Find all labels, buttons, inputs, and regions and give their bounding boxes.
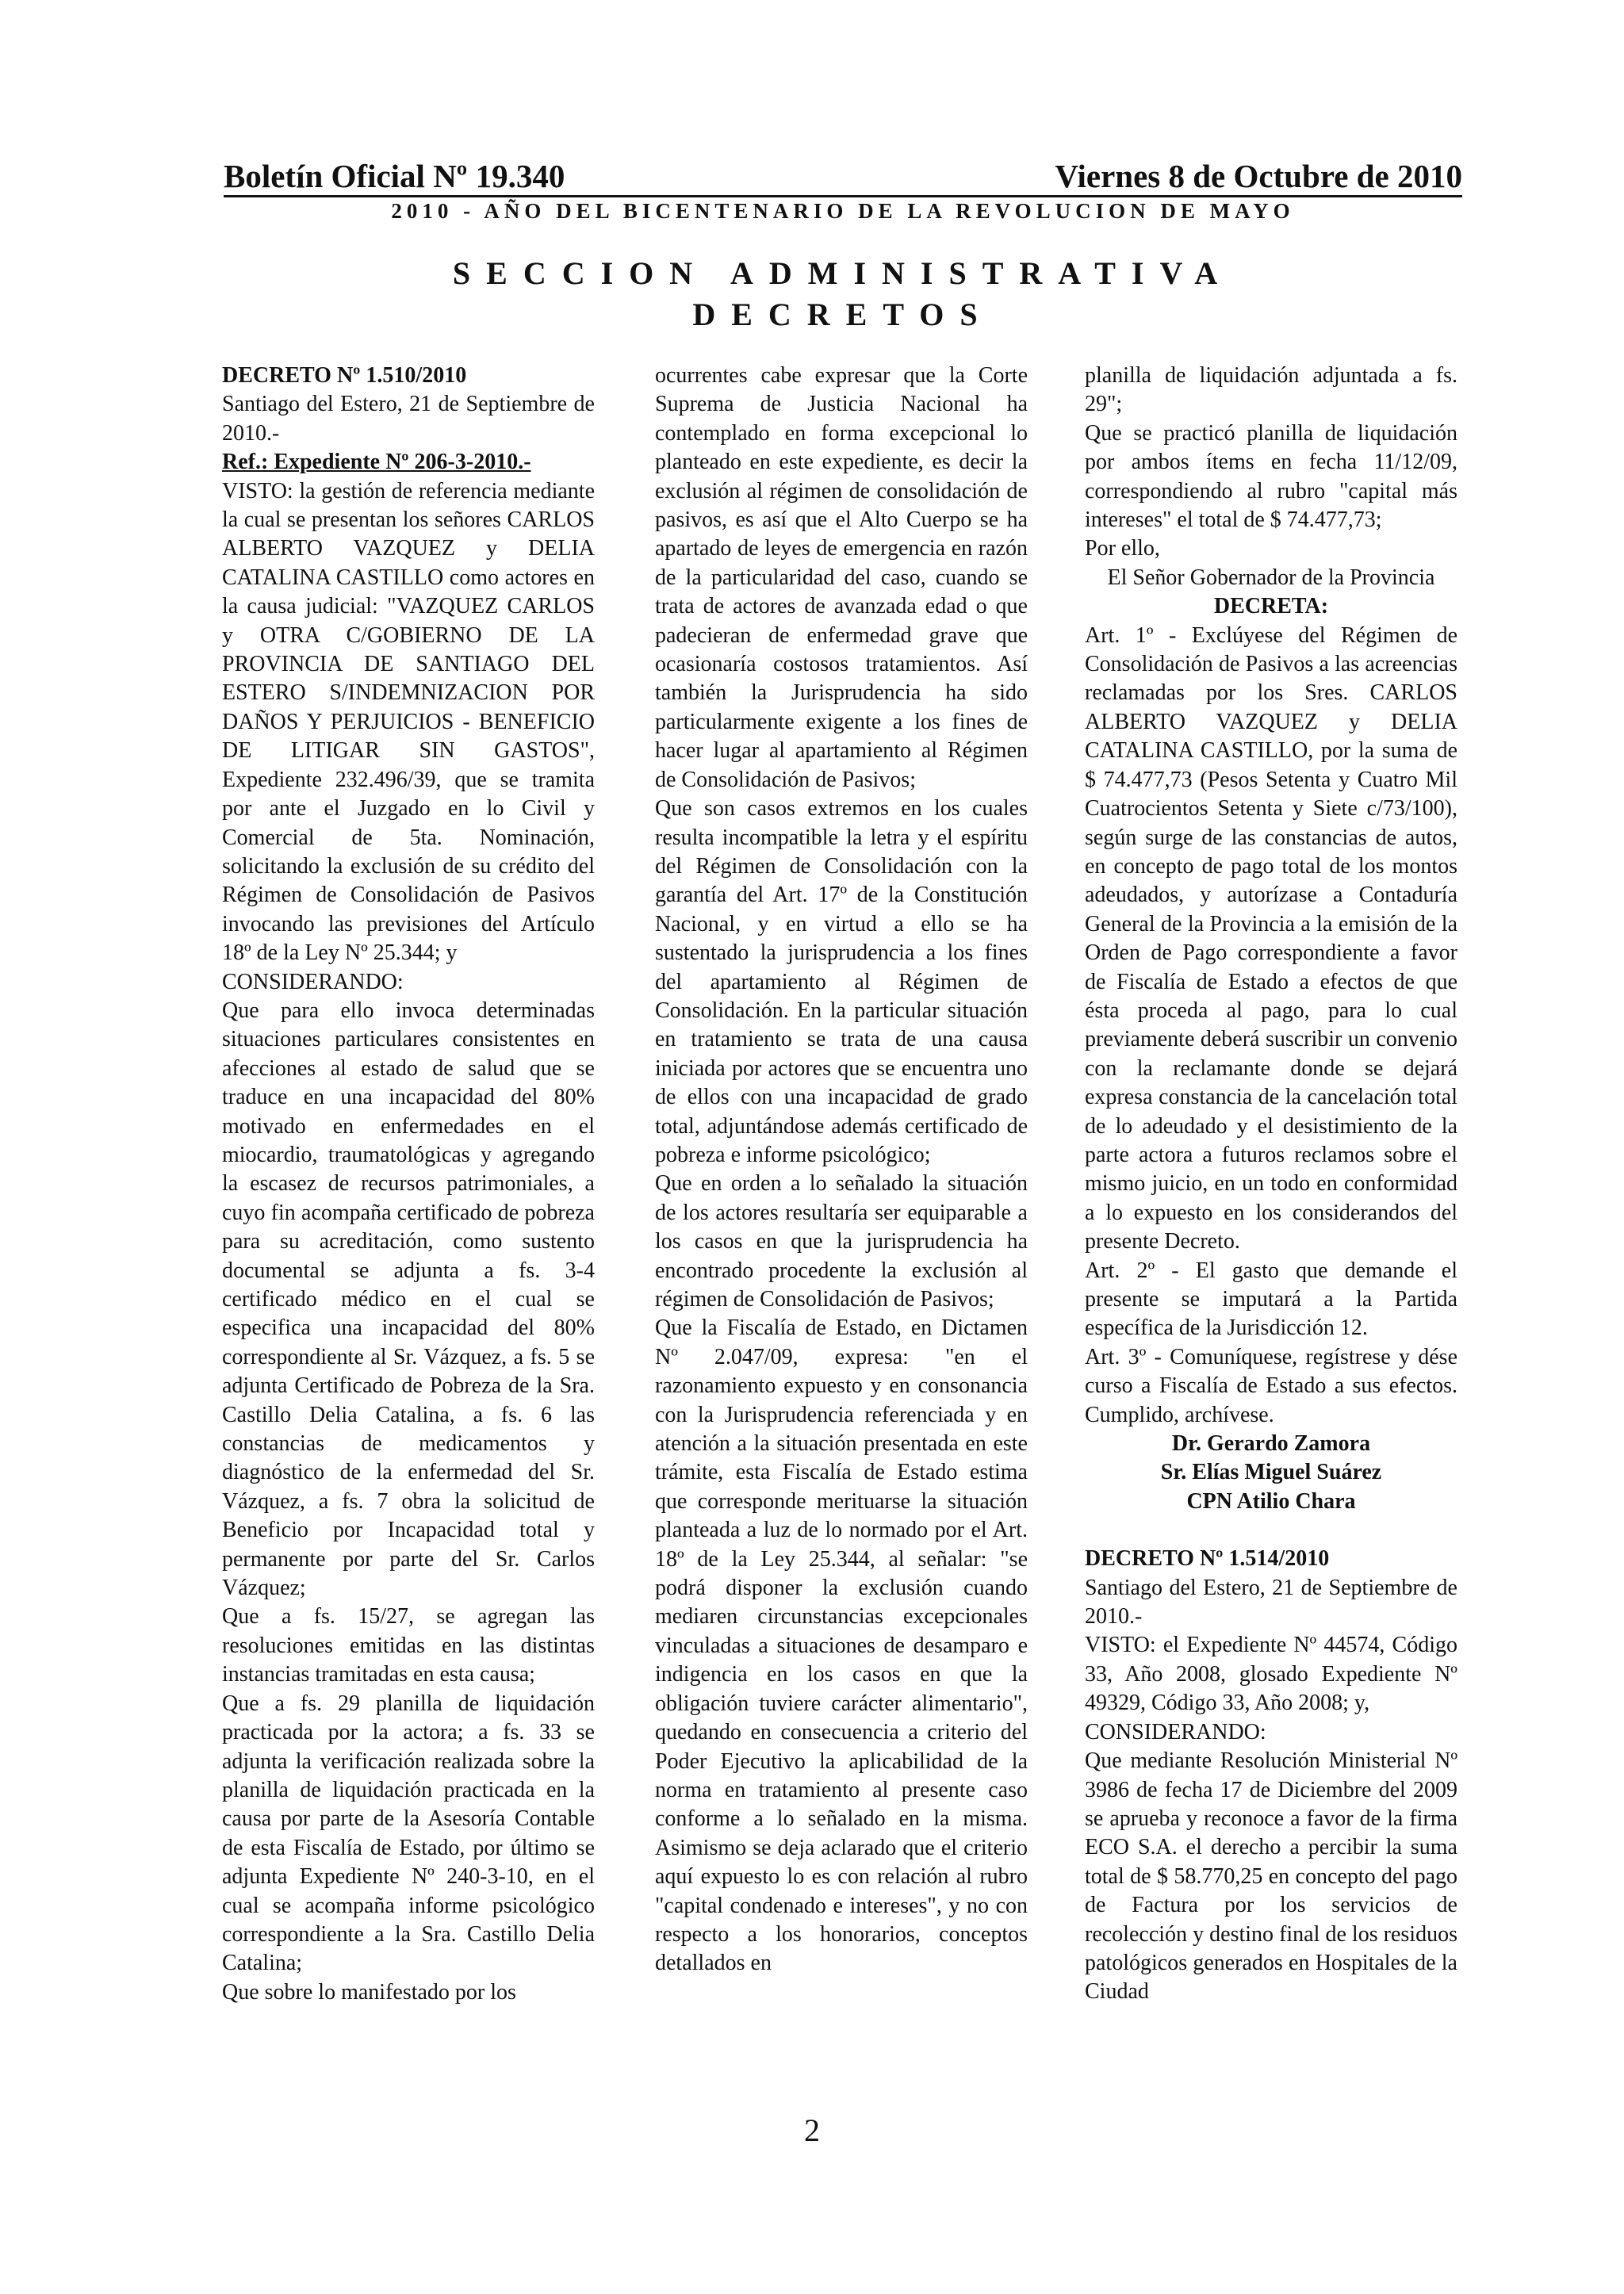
paragraph: Que a fs. 15/27, se agregan las resoluciones emitidas en las distintas instancias tramitadas en esta causa; — [222, 1604, 595, 1687]
considerando-heading: CONSIDERANDO: — [1085, 1719, 1266, 1744]
decree-place-date: Santiago del Estero, 21 de Septiembre de 2010.- — [222, 392, 595, 446]
column-2 — [655, 362, 1028, 1978]
considerando-heading: CONSIDERANDO: — [222, 969, 404, 994]
signatory: CPN Atilio Chara — [1186, 1488, 1356, 1514]
paragraph: Que para ello invoca determinadas situaciones particulares consistentes en afecciones al estado de salud que se traduce en una incapacidad del 80% motivado en enfermedades en el miocardio, traumatológicas y agregando la escasez de recursos patrimoniales, a cuyo fin acompaña certificado de pobreza para su acreditación, como sustento documental se adjunta a fs. 3-4 certificado médico en el cual se especifica una incapacidad del 80% correspondiente al Sr. Vázquez, a fs. 5 se adjunta Certificado de Pobreza de la Sra. Castillo Delia Catalina, a fs. 6 las constancias de medicamentos y diagnóstico de la enfermedad del Sr. Vázquez, a fs. 7 obra la solicitud de Beneficio por Incapacidad total y permanente por parte del Sr. Carlos Vázquez; — [222, 998, 595, 1601]
column-1 — [222, 362, 595, 2007]
page-number: 2 — [804, 2112, 820, 2148]
visto-paragraph: VISTO: la gestión de referencia mediante la cual se presentan los señores CARLOS ALBERTO VAZQUEZ y DELIA CATALINA CASTILLO como actores en la causa judicial: "VAZQUEZ CARLOS y OTRA C/GOBIERNO DE LA PROVINCIA DE SANTIAGO DEL ESTERO S/INDEMNIZACION POR DAÑOS Y PERJUICIOS - BENEFICIO DE LITIGAR SIN GASTOS", Expediente 232.496/39, que se tramita por ante el Juzgado en lo Civil y Comercial de 5ta. Nominación, solicitando la exclusión de su crédito del Régimen de Consolidación de Pasivos invocando las previsiones del Artículo 18º de la Ley Nº 25.344; y — [222, 478, 595, 966]
decree-title: DECRETO Nº 1.514/2010 — [1085, 1546, 1330, 1572]
visto-paragraph: VISTO: el Expediente Nº 44574, Código 33, Año 2008, glosado Expediente Nº 49329, Código 33, Año 2008; y, — [1085, 1633, 1457, 1716]
issue-date: Viernes 8 de Octubre de 2010 — [1055, 158, 1462, 194]
decreta-heading: DECRETA: — [1213, 594, 1329, 619]
paragraph: Que a fs. 29 planilla de liquidación practicada por la actora; a fs. 33 se adjunta la verificación realizada sobre la planilla de liquidación practicada en la causa por parte de la Asesoría Contable de esta Fiscalía de Estado, por último se adjunta Expediente Nº 240-3-10, en el cual se acompaña informe psicológico correspondiente a la Sra. Castillo Delia Catalina; — [222, 1691, 595, 1976]
article-3: Art. 3º - Comuníquese, regístrese y dése curso a Fiscalía de Estado a sus efectos. Cumplido, archívese. — [1085, 1344, 1457, 1427]
paragraph: Que la Fiscalía de Estado, en Dictamen Nº 2.047/09, expresa: "en el razonamiento expuesto y en consonancia con la Jurisprudencia referenciada y en atención a la situación presentada en este trámite, esta Fiscalía de Estado estima que corresponde merituarse la situación planteada a luz de lo normado por el Art. 18º de la Ley 25.344, al señalar: "se podrá disponer la exclusión cuando mediaren circunstancias excepcionales vinculadas a situaciones de desamparo e indigencia en los casos en que la obligación tuviere carácter alimentario", quedando en consecuencia a criterio del Poder Ejecutivo la aplicabilidad de la norma en tratamiento al presente caso conforme a lo señalado en la misma. Asimismo se deja aclarado que el criterio aquí expuesto lo es con relación al rubro "capital condenado e intereses", y no con respecto a los honorarios, conceptos detallados en — [655, 1316, 1028, 1976]
article-1: Art. 1º - Exclúyese del Régimen de Consolidación de Pasivos a las acreencias reclamadas por los Sres. CARLOS ALBERTO VAZQUEZ y DELIA CATALINA CASTILLO, por la suma de $ 74.477,73 (Pesos Setenta y Cuatro Mil Cuatrocientos Setenta y Siete c/73/100), según surge de las constancias de autos, en concepto de pago total de los montos adeudados, y autorízase a Contaduría General de la Provincia a la emisión de la Orden de Pago correspondiente a favor de Fiscalía de Estado a efectos de que ésta proceda al pago, para lo cual previamente deberá suscribir un convenio con la reclamante donde se dejará expresa constancia de la cancelación total de lo adeudado y el desistimiento de la parte actora a futuros reclamos sobre el mismo juicio, en un todo en conformidad a lo expuesto en los considerandos del presente Decreto. — [1085, 622, 1457, 1254]
paragraph: Que se practicó planilla de liquidación por ambos ítems en fecha 11/12/09, correspondiendo al rubro "capital más intereses" el total de $ 74.477,73; — [1085, 420, 1457, 533]
paragraph: Por ello, — [1085, 536, 1160, 561]
page-header — [224, 157, 1462, 197]
paragraph: planilla de liquidación adjuntada a fs. 29"; — [1085, 363, 1457, 417]
paragraph: Que en orden a lo señalado la situación de los actores resultaría ser equiparable a los casos en que la jurisprudencia ha encontrado procedente la exclusión al régimen de Consolidación de Pasivos; — [655, 1171, 1028, 1312]
section-title: SECCION ADMINISTRATIVA — [452, 255, 1234, 291]
decree-reference: Ref.: Expediente Nº 206-3-2010.- — [222, 450, 531, 475]
paragraph: Que son casos extremos en los cuales resulta incompatible la letra y el espíritu del Régimen de Consolidación con la garantía del Art. 17º de la Constitución Nacional, y en virtud a ello se ha sustentado la jurisprudencia a los fines del apartamiento al Régimen de Consolidación. En la particular situación en tratamiento se trata de una causa iniciada por actores que se encuentra uno de ellos con una incapacidad de grado total, adjuntándose además certificado de pobreza e informe psicológico; — [655, 796, 1028, 1167]
column-3 — [1085, 362, 1457, 2007]
paragraph: Que mediante Resolución Ministerial Nº 3986 de fecha 17 de Diciembre del 2009 se aprueba y reconoce a favor de la firma ECO S.A. el derecho a percibir la suma total de $ 58.770,25 en concepto del pago de Factura por los servicios de recolección y destino final de los residuos patológicos generados en Hospitales de la Ciudad — [1085, 1748, 1457, 2005]
governor-line: El Señor Gobernador de la Provincia — [1107, 565, 1435, 590]
bulletin-number: Boletín Oficial Nº 19.340 — [224, 158, 565, 194]
decree-title: DECRETO Nº 1.510/2010 — [222, 363, 467, 388]
spacer — [1085, 1516, 1457, 1545]
signatory: Dr. Gerardo Zamora — [1171, 1431, 1371, 1457]
article-2: Art. 2º - El gasto que demande el presente se imputará a la Partida específica de la Jurisdicción 12. — [1085, 1258, 1457, 1341]
signatory: Sr. Elías Miguel Suárez — [1160, 1460, 1382, 1485]
paragraph: Que sobre lo manifestado por los — [222, 1979, 516, 2005]
bicentenary-motto: 2010 - AÑO DEL BICENTENARIO DE LA REVOLUCION DE MAYO — [391, 199, 1295, 223]
paragraph: ocurrentes cabe expresar que la Corte Suprema de Justicia Nacional ha contemplado en forma excepcional lo planteado en este expediente, es decir la exclusión al régimen de consolidación de pasivos, es así que el Alto Cuerpo se ha apartado de leyes de emergencia en razón de la particularidad del caso, cuando se trata de actores de avanzada edad o que padecieran de enfermedad grave que ocasionaría costosos tratamientos. Así también la Jurisprudencia ha sido particularmente exigente a los fines de hacer lugar al apartamiento al Régimen de Consolidación de Pasivos; — [655, 363, 1028, 792]
decree-place-date: Santiago del Estero, 21 de Septiembre de 2010.- — [1085, 1575, 1457, 1630]
section-subtitle: DECRETOS — [692, 297, 994, 332]
